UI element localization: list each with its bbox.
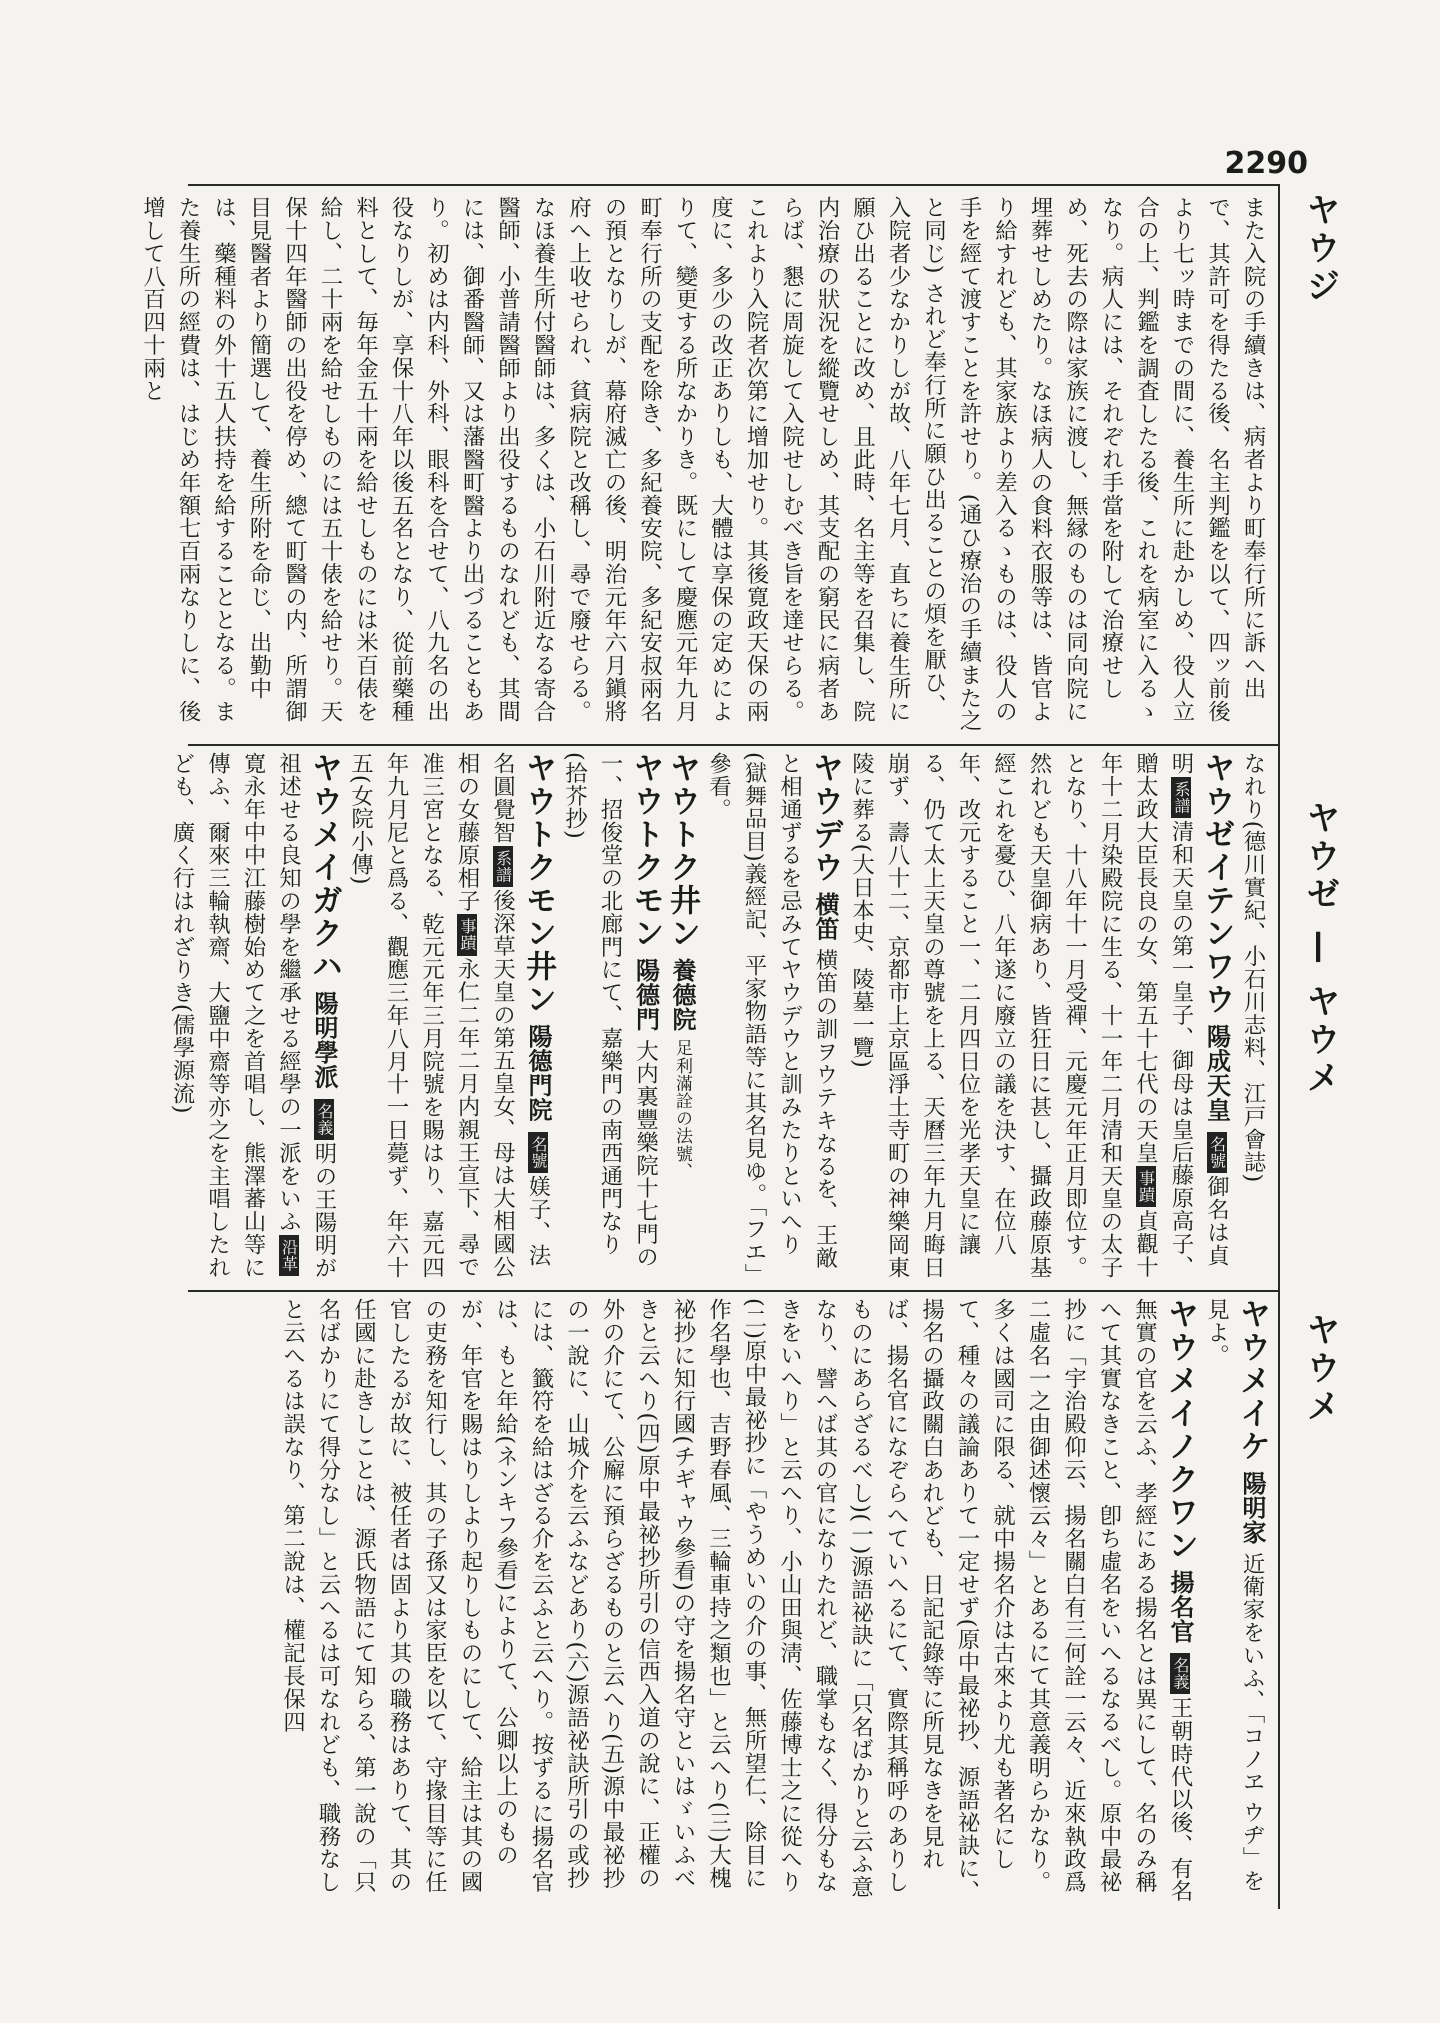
gloss: 陽成天皇 [1202, 1023, 1232, 1123]
entry-text: 永仁二年二月内親王宣下、尋で准三宮となる、乾元元年三月院號を賜はり、嘉元四年九月尼と爲る、觀應三年八月十一日薨ず、年六十五(女院小傳) [347, 752, 480, 1279]
entry-text: 後深草天皇の第五皇女、母は大相國公相の女藤原相子 [454, 752, 516, 1279]
gloss: 横笛 [811, 891, 840, 941]
tag-label: 名義 [1170, 1653, 1190, 1694]
entry-yauzeitennou [843, 752, 1235, 1284]
headword: ヤウメイノクワン [1162, 1298, 1198, 1562]
entry-yaumeike [1198, 1298, 1270, 1904]
top-paragraph: また入院の手續きは、病者より町奉行所に訴へ出で、其許可を得たる後、名主判鑑を以て、四ッ前後より七ッ時までの間に、養生所に赴かしめ、役人立合の上、判鑑を調査したる後、これを病室に入るゝなり。病人には、それぞれ手當を附して治療せしめ、死去の際は家族に渡し、無縁のものは同向院に埋葬せしめたり。なほ病人の食料衣服等は、皆官より給すれども、其家族より差入るゝものは、役人の手を經て渡すことを許せり。(通ひ療治の手續また之と同じ) されど奉行所に願ひ出ることの煩を厭ひ、入院者少なかりしが故、八年七月、直ちに養生所に願ひ出ることに改め、且此時、名主等を召集し、院内治療の狀況を縱覽せしめ、其支配の窮民に病者あらば、懇に周旋して入院せしむべき旨を達せらる。これより入院者次第に增加せり。其後寛政天保の兩度に、多少の改正ありしも、大體は享保の定めによりて、變更する所なかりき。既にして慶應元年九月町奉行所の支配を除き、多紀養安院、多紀安叔兩名の預となりしが、幕府滅亡の後、明治元年六月鎭將府へ上收せられ、貧病院と改稱し、尋で廢せらる。なほ養生所付醫師は、多くは、小石川附近なる寄合醫師、小普請醫師より出役するものなれども、其間には、御番醫師、又は藩醫町醫より出づることもあり。初めは内科、外科、眼科を合せて、八九名の出役なりしが、享保十八年以後五名となり、從前藥種料として、毎年金五十兩を給せしものには米百俵を給し、二十兩を給せしものには五十俵を給せり。天保十四年醫師の出役を停め、總て町醫の内、所謂御目見醫者より簡選して、養生所附を命じ、出勤中は、藥種料の外十五人扶持を給することとなる。また養生所の經費は、はじめ年額七百兩なりしに、後增して八百四十兩と [139, 196, 1266, 732]
tag-label: 系譜 [1171, 777, 1191, 818]
headword: ヤウメイケ [1234, 1298, 1270, 1463]
entry-text: 大内裏豐樂院十七門の一、招俊堂の北廊門にて、嘉樂門の南西通門なり(拾芥抄) [561, 752, 659, 1269]
entry-yaumeigakuha [164, 752, 343, 1284]
entry-text: 御名は貞明 [1168, 752, 1230, 1267]
tag-label: 系譜 [493, 846, 513, 887]
headword: ヤウデウ [807, 752, 843, 884]
headword: ヤウメイガクハ [306, 752, 342, 983]
gloss: 陽德門院 [524, 1023, 553, 1123]
right-border-rule [1278, 184, 1280, 1909]
entry-yaudeu [700, 752, 843, 1284]
tag-label: 沿革 [279, 1235, 299, 1276]
entry-yautokuin [664, 752, 701, 1284]
entry-text: 横笛の訓ヲウテキなるを、王敵と相通ずるを忌みてヤウデウと訓みたりといへり(獄舞品目)義經記、平家物語等に其名見ゆ。「フエ」參看。 [705, 752, 838, 1275]
entry-yaumeinokuwan [274, 1298, 1198, 1904]
gloss: 陽德門 [631, 957, 661, 1032]
upper-section-divider [188, 744, 1280, 746]
entry-text: 明の王陽明が祖述せる良知の學を繼承せる經學の一派をいふ [275, 752, 337, 1280]
tag-label: 名號 [1207, 1132, 1227, 1173]
tag-label: 事蹟 [457, 914, 477, 955]
bottom-section-text [188, 1298, 1270, 1904]
gloss: 揚名官 [1166, 1569, 1195, 1644]
entry-text: 王朝時代以後、有名無實の官を云ふ、孝經にある揚名とは異にして、名のみ稱へて其實なきこと、卽ち虛名をいへるなるべし。原中最祕抄に「宇治殿仰云、揚名關白有三何詮一云々、近來執政爲二虛名一之由御述懷云々」とあるにて其意義明らかなり。多くは國司に限る、就中揚名介は古來より尤も著名にして、種々の議論ありて一定せず(原中最祕抄、源語祕訣に、揚名の攝政關白あれども、日記記錄等に所見なきを見れば、揚名官になぞらへていへるにて、實際其稱呼のありしものにあらざるべし)(一)源語祕訣に「只名ばかりと云ふ意なり、譬へば其の官になりたれど、職掌もなく、得分もなきをいへり」と云へり、小山田與淸、佐藤博士之に從へり(二)原中最祕抄に「やうめいの介の事、無所望仁、除目に作名學也、吉野春風、三輪車持之類也」と云へり(三)大槐祕抄に知行國(チギャウ參看)の守を揚名守といはゞいふべきと云へり(四)原中最祕抄所引の信西入道の說に、正權の外の介にて、公廨に預らざるものと云へり(五)源中最祕抄の一說に、山城介を云ふなどあり(六)源語祕訣所引の或抄には、籤符を給はざる介を云ふと云へり。按ずるに揚名官は、もと年給(ネンキフ參看)によりて、公卿以上のものが、年官を賜はりしより起りしものにして、給主は其の國の吏務を知行し、其の子孫又は家臣を以て、守掾目等に任官したるが故に、被任者は固より其の職務はありて、其の任國に赴きしことは、源氏物語にて知らる、第一說の「只名ばかりにて得分なし」と云へるは可なれども、職務なしと云へるは誤なり、第二說は、權記長保四 [279, 1298, 1193, 1903]
middle-lead: なれり(德川實紀、小石川志料、江戸會誌) [1240, 752, 1266, 1183]
headword: ヤウトクモン井ン [520, 752, 556, 1016]
header-top: ヤウジ [1300, 192, 1340, 306]
entry-text: 清和天皇の第一皇子、御母は皇后藤原高子、贈太政大臣長良の女、第五十七代の天皇 [1132, 752, 1194, 1279]
entry-yautokumonin [342, 752, 556, 1284]
headword: ヤウトクモン [627, 752, 664, 950]
entry-text: 媄子、法名圓覺智 [489, 752, 551, 1267]
header-middle: ヤウゼ — ヤウメ [1300, 800, 1340, 1098]
tag-label: 名義 [314, 1099, 334, 1140]
middle-section-text [169, 752, 1270, 1284]
gloss: 陽明學派 [310, 990, 339, 1090]
gloss: 養德院 [668, 957, 697, 1032]
headword: ヤウゼイテンワウ [1198, 752, 1235, 1016]
entry-text: 寛永年中中江藤樹始めて之を首唱し、熊澤蕃山等に傳ふ、爾來三輪執齋、大鹽中齋等亦之を主唱したれども、廣く行はれざりき(儒學源流) [169, 752, 266, 1279]
page-number: 2290 [1224, 146, 1308, 181]
top-border-rule [188, 184, 1280, 186]
entry-yautokumon [556, 752, 664, 1284]
tag-label: 事蹟 [1136, 1166, 1156, 1207]
entry-text: 足利滿詮の法號、 [672, 1039, 692, 1181]
header-bottom: ヤウメ [1300, 1312, 1340, 1426]
gloss: 陽明家 [1238, 1470, 1267, 1545]
lower-section-divider [188, 1290, 1280, 1292]
entry-text: 近衛家をいふ、「コノヱ ウヂ」を見よ。 [1203, 1298, 1265, 1893]
tag-label: 名號 [528, 1132, 548, 1173]
headword: ヤウトク井ン [664, 752, 700, 950]
top-section-text [139, 196, 1270, 738]
entry-text: 貞觀十年十二月染殿院に生る、十一年二月清和天皇の太子となり、十八年十一月受禪、元慶元年正月即位す。然れども天皇御病あり、皆狂日に甚し、攝政藤原基經これを憂ひ、八年遂に廢立の議を決す、在位八年、改元すること一、二月四日位を光孝天皇に讓る、仍て太上天皇の尊號を上る、天曆三年九月晦日崩ず、壽八十二、京都市上京區淨土寺町の神樂岡東陵に葬る(大日本史、陵墓一覽) [848, 752, 1159, 1279]
